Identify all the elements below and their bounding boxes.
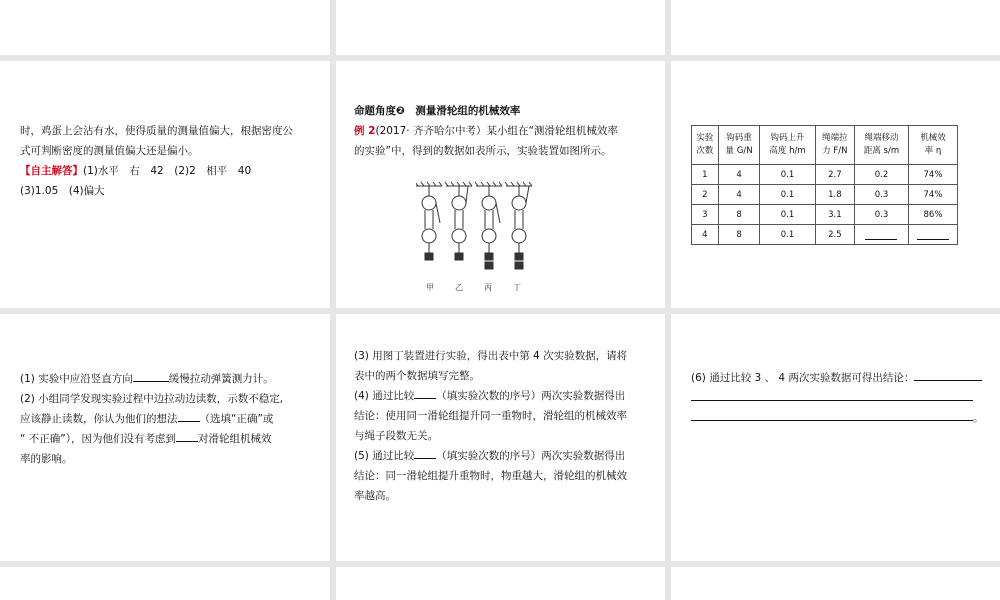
table-cell: 0.1 [760, 165, 815, 185]
slide-thumb-12[interactable] [671, 567, 1000, 600]
slide-thumb-9[interactable] [671, 314, 1000, 561]
slide-thumb-3[interactable] [671, 0, 1000, 55]
table-row [692, 205, 958, 225]
table-header-row [692, 126, 958, 165]
example-tag: 例 2 [354, 125, 376, 137]
table-cell: 1.8 [815, 185, 854, 205]
pulley-diagram [416, 181, 536, 291]
slide-thumb-8[interactable] [336, 314, 665, 561]
table-cell: 0.2 [855, 165, 909, 185]
table-row [692, 165, 958, 185]
table-row [692, 185, 958, 205]
table-cell: 3 [692, 205, 719, 225]
slide-thumb-7[interactable] [0, 314, 330, 561]
table-cell-blank [855, 225, 909, 245]
table-cell: 4 [692, 225, 719, 245]
question-6: (6) 通过比较 3 、 4 两次实验数据可得出结论： 。 [691, 368, 984, 428]
table-cell: 2.7 [815, 165, 854, 185]
table-cell: 74% [908, 185, 957, 205]
table-cell: 0.1 [760, 185, 815, 205]
col-header: 绳端移动 距离 s/m [855, 126, 909, 165]
col-header: 钩码上升 高度 h/m [760, 126, 815, 165]
col-header: 实验 次数 [692, 126, 719, 165]
col-header: 绳端拉 力 F/N [815, 126, 854, 165]
slide-thumb-5[interactable] [336, 61, 665, 308]
question-3-5: (3) 用图丁装置进行实验，得出表中第 4 次实验数据，请将 表中的两个数据填写完整。 (4) 通过比较 （填实验次数的序号）两次实验数据得出 结论：使用同一滑轮组提升同一重物时，滑轮组的机械效率 与绳子段数无关。 (5) 通过比较 （填实验次数的序号）两次实验数据得出 结论：同一滑轮组提升重物时，物重越大，滑轮组的机械效 率越高。 [354, 350, 628, 502]
table-cell: 3.1 [815, 205, 854, 225]
slide-thumb-2[interactable] [336, 0, 665, 55]
table-cell: 1 [692, 165, 719, 185]
table-cell: 86% [908, 205, 957, 225]
table-row [692, 225, 958, 245]
table-cell-blank [908, 225, 957, 245]
topic-heading: 命题角度❷ 测量滑轮组的机械效率 [354, 105, 521, 117]
table-cell: 0.3 [855, 185, 909, 205]
table-cell: 2.5 [815, 225, 854, 245]
question-1-2: (1) 实验中应沿竖直方向 缓慢拉动弹簧测力计。 (2) 小组同学发现实验过程中边拉动边读数，示数不稳定, 应该静止读数，你认为他们的想法 （选填“正确”或 “ 不正确”），因为他们没有考虑到 对滑轮组机械效 率的影响。 [20, 369, 283, 469]
diagram-label-ding: 丁 [513, 283, 521, 292]
table-cell: 0.1 [760, 225, 815, 245]
table-cell: 0.3 [855, 205, 909, 225]
data-table [691, 125, 958, 245]
slide-thumb-11[interactable] [336, 567, 665, 600]
slide-thumb-1[interactable] [0, 0, 330, 55]
slide-thumb-4[interactable] [0, 61, 330, 308]
col-header: 钩码重 量 G/N [718, 126, 760, 165]
table-cell: 4 [718, 185, 760, 205]
table-cell: 74% [908, 165, 957, 185]
diagram-label-bing: 丙 [484, 283, 492, 292]
question-intro: 命题角度❷ 测量滑轮组的机械效率 例 2(2017· 齐齐哈尔中考）某小组在“测滑轮组机械效率 的实验”中，得到的数据如表所示，实验装置如图所示。 [354, 101, 618, 161]
slide-thumb-6[interactable] [671, 61, 1000, 308]
answer-tag: 【自主解答】 [20, 165, 83, 177]
table-cell: 0.1 [760, 205, 815, 225]
diagram-label-yi: 乙 [455, 283, 463, 292]
table-cell: 4 [718, 165, 760, 185]
slide-thumb-10[interactable] [0, 567, 330, 600]
answer-text: 时，鸡蛋上会沾有水，使得质量的测量值偏大，根据密度公 式可判断密度的测量值偏大还是偏小。 【自主解答】(1)水平 右 42 (2)2 相平 40 (3)1.05 (4)偏大 [20, 125, 293, 197]
table-cell: 8 [718, 205, 760, 225]
diagram-label-jia: 甲 [426, 283, 434, 292]
table-cell: 2 [692, 185, 719, 205]
col-header: 机械效 率 η [908, 126, 957, 165]
table-cell: 8 [718, 225, 760, 245]
